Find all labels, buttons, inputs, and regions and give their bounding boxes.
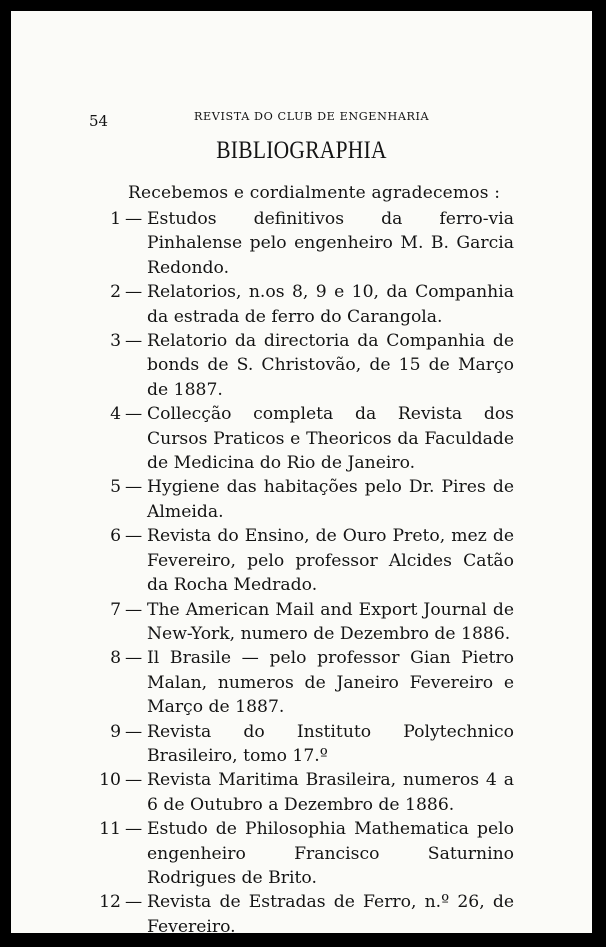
- entry-number: 3: [110, 331, 121, 352]
- entry-text: Revista do Instituto Polytechnico Brasileiro, tomo 17.º: [147, 721, 514, 766]
- entry-number: 1: [110, 209, 121, 229]
- entry-text: Collecção completa da Revista dos Cursos Praticos e Theoricos da Faculdade de Medicina do Rio de Janeiro.: [147, 404, 514, 474]
- entry-number: 8: [110, 648, 121, 669]
- document-page: [11, 11, 592, 937]
- bibliography-entry: [11, 890, 592, 939]
- entry-text: Relatorios, n.os 8, 9 e 10, da Companhia da estrada de ferro do Carangola.: [147, 282, 514, 327]
- entry-text: Revista Maritima Brasileira, numeros 4 a 6 de Outubro a Dezembro de 1886.: [147, 770, 514, 815]
- bibliography-entry: [11, 329, 592, 402]
- page-number: 54: [89, 112, 109, 130]
- bibliography-entry: [11, 817, 592, 890]
- entry-number: 2: [110, 282, 121, 303]
- entry-text: Revista de Estradas de Ferro, n.º 26, de Fevereiro.: [147, 892, 514, 937]
- entry-dash: —: [125, 892, 143, 913]
- bibliography-entry: [11, 768, 592, 817]
- bibliography-entry: [11, 402, 592, 475]
- entry-text: Relatorio da directoria da Companhia de bonds de S. Christovão, de 15 de Março de 1887.: [147, 331, 514, 400]
- entry-number: 5: [110, 477, 121, 498]
- entry-dash: —: [125, 599, 143, 620]
- entry-dash: —: [125, 721, 143, 742]
- entry-number: 4: [110, 404, 121, 425]
- entry-dash: —: [125, 477, 143, 498]
- bibliography-entry: [11, 207, 592, 280]
- running-title: REVISTA DO CLUB DE ENGENHARIA: [194, 110, 430, 123]
- bibliography-entry: [11, 475, 592, 524]
- section-title: BIBLIOGRAPHIA: [216, 137, 387, 164]
- entry-number: 6: [110, 526, 121, 547]
- entry-text: The American Mail and Export Journal de New-York, numero de Dezembro de 1886.: [147, 599, 514, 644]
- entry-number: 12: [99, 892, 121, 913]
- entry-number: 7: [110, 599, 121, 620]
- entry-text: Il Brasile — pelo professor Gian Pietro Malan, numeros de Janeiro Fevereiro e Março de 1887.: [147, 648, 514, 718]
- entry-dash: —: [125, 770, 143, 791]
- bibliography-entry: [11, 280, 592, 329]
- entry-dash: —: [125, 331, 143, 352]
- entry-dash: —: [125, 819, 143, 840]
- entry-number: 9: [110, 721, 121, 742]
- entry-number: 11: [99, 819, 121, 840]
- bibliography-entry: [11, 598, 592, 647]
- entry-dash: —: [125, 526, 143, 547]
- bibliography-list: [11, 207, 592, 939]
- entry-dash: —: [125, 209, 143, 229]
- page-header: [11, 106, 592, 136]
- entry-text: Hygiene das habitações pelo Dr. Pires de Almeida.: [147, 477, 514, 522]
- entry-text: Estudo de Philosophia Mathematica pelo engenheiro Francisco Saturnino Rodrigues de Brito.: [147, 819, 514, 888]
- entry-text: Revista do Ensino, de Ouro Preto, mez de Fevereiro, pelo professor Alcides Catão da Rocha Medrado.: [147, 526, 514, 596]
- entry-text: Estudos definitivos da ferro-via Pinhalense pelo engenheiro M. B. Garcia Redondo.: [147, 209, 514, 278]
- entry-dash: —: [125, 282, 143, 303]
- entry-dash: —: [125, 404, 143, 425]
- bibliography-entry: [11, 720, 592, 769]
- entry-dash: —: [125, 648, 143, 669]
- bibliography-entry: [11, 646, 592, 719]
- entry-number: 10: [99, 770, 121, 791]
- intro-line: Recebemos e cordialmente agradecemos :: [128, 183, 501, 203]
- bibliography-entry: [11, 524, 592, 597]
